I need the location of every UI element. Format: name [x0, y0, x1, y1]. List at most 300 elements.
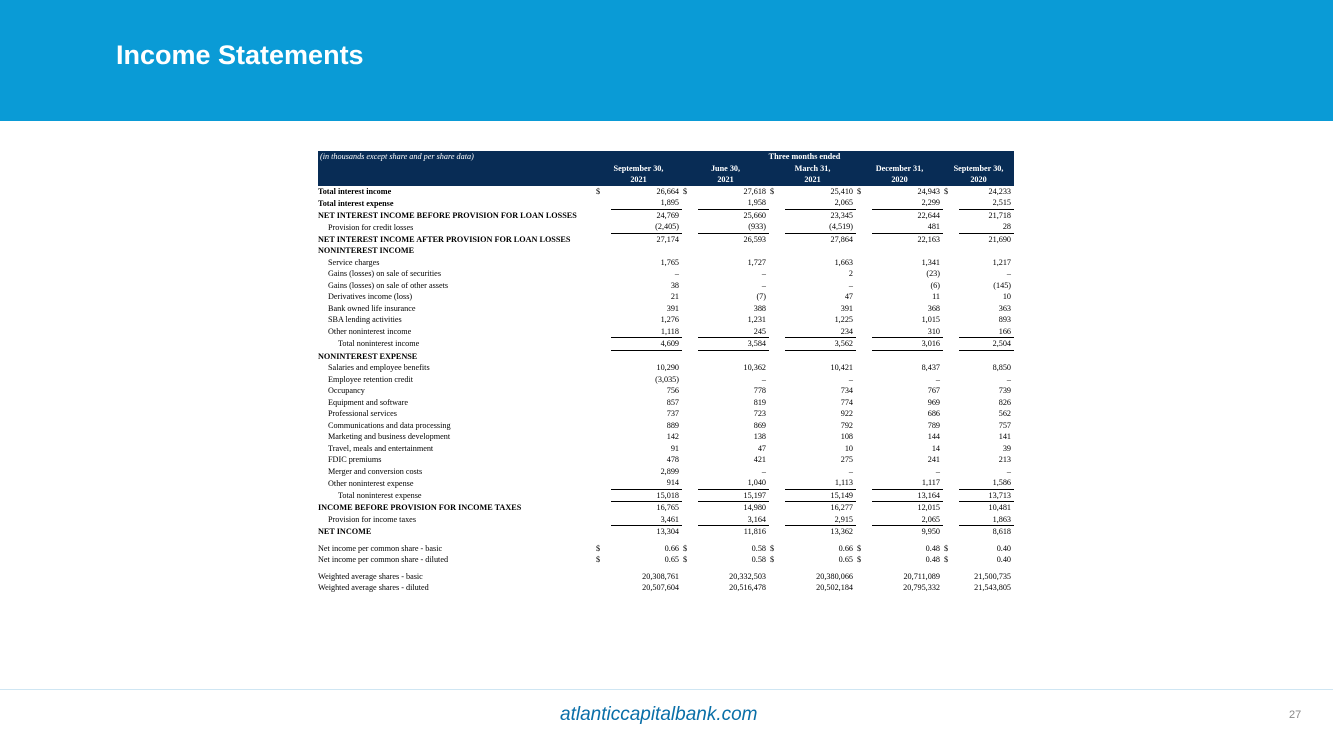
table-row: [318, 257, 1014, 269]
row-value: 1,863: [959, 514, 1014, 526]
currency-symbol: [595, 502, 611, 514]
currency-symbol: [943, 197, 959, 209]
currency-symbol: [856, 374, 872, 386]
row-value: 421: [753, 455, 766, 465]
row-value: 562: [998, 409, 1012, 419]
currency-symbol: [943, 477, 959, 489]
row-label: Weighted average shares - diluted: [318, 583, 429, 593]
currency-symbol: [682, 466, 698, 478]
row-value: (6): [930, 280, 940, 290]
table-row: [318, 233, 1014, 245]
row-label: Professional services: [328, 409, 397, 419]
row-value: 241: [927, 455, 940, 465]
row-value: 1,895: [611, 197, 682, 209]
table-row: [318, 502, 1014, 514]
currency-symbol: [943, 514, 959, 526]
currency-symbol: $: [683, 186, 688, 196]
table-row: [318, 374, 1014, 386]
row-value: 21,543,805: [974, 583, 1012, 593]
row-value: 969: [927, 397, 940, 407]
period-header-row: [318, 163, 1014, 175]
row-value: 310: [872, 326, 943, 338]
table-row: [318, 314, 1014, 326]
currency-symbol: [943, 268, 959, 280]
row-label: INCOME BEFORE PROVISION FOR INCOME TAXES: [318, 503, 522, 512]
row-value: 0.65: [664, 555, 679, 565]
row-value: 869: [753, 420, 766, 430]
row-value: 138: [753, 432, 766, 442]
row-label: Employee retention credit: [328, 374, 414, 384]
currency-symbol: [769, 385, 785, 397]
row-value: 26,593: [743, 234, 766, 244]
row-value: –: [761, 269, 766, 279]
currency-symbol: [682, 374, 698, 386]
currency-symbol: [595, 374, 611, 386]
row-label: Merger and conversion costs: [328, 466, 423, 476]
row-label: Total interest income: [318, 186, 392, 196]
row-value: 15,197: [698, 489, 769, 502]
currency-symbol: [769, 362, 785, 374]
row-value: 2: [848, 269, 853, 279]
row-value: 16,765: [656, 503, 679, 513]
row-value: 0.40: [996, 543, 1012, 553]
currency-symbol: [943, 257, 959, 269]
row-value: 1,113: [785, 477, 856, 489]
currency-symbol: [943, 443, 959, 455]
row-label: Communications and data processing: [328, 420, 451, 430]
table-row: [318, 466, 1014, 478]
currency-symbol: [856, 397, 872, 409]
table-row: [318, 477, 1014, 489]
row-value: 1,118: [611, 326, 682, 338]
currency-symbol: [682, 338, 698, 351]
currency-symbol: [856, 303, 872, 315]
row-value: 774: [840, 397, 853, 407]
row-value: [872, 350, 943, 362]
units-note: (in thousands except share and per share data): [318, 151, 595, 163]
row-value: 24,943: [917, 186, 940, 196]
row-value: –: [935, 374, 940, 384]
table-row: [318, 350, 1014, 362]
currency-symbol: [856, 362, 872, 374]
row-value: 20,507,604: [642, 583, 679, 593]
currency-symbol: [595, 268, 611, 280]
row-value: –: [848, 466, 853, 476]
row-value: 756: [666, 386, 679, 396]
row-value: 20,308,761: [642, 571, 679, 581]
currency-symbol: [856, 526, 872, 538]
currency-symbol: $: [596, 555, 601, 565]
currency-symbol: [943, 221, 959, 233]
currency-symbol: [595, 257, 611, 269]
row-value: 21,690: [988, 234, 1012, 244]
row-value: 2,504: [959, 338, 1014, 351]
currency-symbol: [769, 350, 785, 362]
row-value: 22,644: [917, 210, 940, 220]
currency-symbol: [682, 454, 698, 466]
currency-symbol: [682, 431, 698, 443]
row-value: 13,304: [656, 527, 679, 537]
currency-symbol: $: [683, 555, 688, 565]
row-label: Other noninterest income: [328, 327, 412, 336]
table-row: [318, 209, 1014, 221]
currency-symbol: [769, 338, 785, 351]
row-value: 166: [959, 326, 1014, 338]
currency-symbol: [856, 477, 872, 489]
currency-symbol: [943, 466, 959, 478]
currency-symbol: [943, 454, 959, 466]
row-value: 25,410: [830, 186, 853, 196]
currency-symbol: $: [596, 543, 601, 553]
row-value: 234: [785, 326, 856, 338]
row-label: Travel, meals and entertainment: [328, 443, 434, 453]
currency-symbol: [682, 443, 698, 455]
currency-symbol: [856, 385, 872, 397]
currency-symbol: $: [857, 543, 862, 553]
row-value: 10,362: [743, 363, 766, 373]
row-value: 11,816: [743, 527, 766, 537]
currency-symbol: [682, 408, 698, 420]
row-label: NONINTEREST INCOME: [318, 246, 415, 256]
row-value: 24,769: [656, 210, 679, 220]
table-row: [318, 326, 1014, 338]
currency-symbol: [682, 514, 698, 526]
currency-symbol: [769, 268, 785, 280]
currency-symbol: [682, 326, 698, 338]
currency-symbol: [595, 385, 611, 397]
row-value: [785, 245, 856, 257]
row-value: 1,765: [660, 257, 679, 267]
row-value: 1,341: [921, 257, 940, 267]
period-heading: March 31,: [769, 163, 856, 175]
currency-symbol: [769, 571, 785, 583]
currency-symbol: [682, 291, 698, 303]
currency-symbol: [595, 197, 611, 209]
currency-symbol: [856, 314, 872, 326]
currency-symbol: $: [770, 555, 775, 565]
currency-symbol: [595, 303, 611, 315]
income-statement-table: [318, 151, 1014, 594]
row-value: 14,980: [743, 503, 766, 513]
currency-symbol: [682, 362, 698, 374]
currency-symbol: [769, 280, 785, 292]
currency-symbol: [595, 571, 611, 583]
row-value: (3,035): [655, 374, 679, 384]
row-label: Derivatives income (loss): [328, 292, 413, 302]
row-value: 21,718: [988, 210, 1012, 220]
table-row: [318, 443, 1014, 455]
row-value: 737: [666, 409, 679, 419]
currency-symbol: [682, 477, 698, 489]
row-value: 8,850: [992, 363, 1012, 373]
currency-symbol: [682, 582, 698, 594]
currency-symbol: [769, 466, 785, 478]
currency-symbol: [769, 526, 785, 538]
row-value: 739: [998, 386, 1012, 396]
table-row: [318, 454, 1014, 466]
table-row: [318, 408, 1014, 420]
currency-symbol: [856, 268, 872, 280]
currency-symbol: [682, 245, 698, 257]
currency-symbol: [769, 291, 785, 303]
row-value: 20,502,184: [816, 583, 853, 593]
currency-symbol: [943, 385, 959, 397]
currency-symbol: [943, 526, 959, 538]
table-row: [318, 268, 1014, 280]
row-value: [611, 245, 682, 257]
currency-symbol: [769, 420, 785, 432]
currency-symbol: [595, 291, 611, 303]
row-label: NET INTEREST INCOME BEFORE PROVISION FOR LOAN LOSSES: [318, 210, 577, 220]
row-value: 0.48: [925, 543, 940, 553]
currency-symbol: [856, 408, 872, 420]
currency-symbol: [595, 431, 611, 443]
row-value: 889: [666, 420, 679, 430]
currency-symbol: [943, 245, 959, 257]
row-value: 22,163: [917, 234, 940, 244]
period-year-row: [318, 174, 1014, 186]
row-value: (23): [926, 269, 940, 279]
currency-symbol: [595, 582, 611, 594]
table-row: [318, 186, 1014, 198]
currency-symbol: [595, 221, 611, 233]
row-label: Provision for income taxes: [328, 515, 416, 524]
row-value: 388: [753, 303, 766, 313]
row-value: 21,500,735: [974, 571, 1012, 581]
period-year: 2021: [769, 174, 856, 186]
currency-symbol: [943, 502, 959, 514]
currency-symbol: [769, 514, 785, 526]
currency-symbol: [856, 582, 872, 594]
row-label: Net income per common share - basic: [318, 543, 443, 553]
currency-symbol: [943, 314, 959, 326]
row-value: [611, 350, 682, 362]
row-value: [959, 350, 1014, 362]
currency-symbol: [595, 209, 611, 221]
currency-symbol: [856, 221, 872, 233]
currency-symbol: [856, 443, 872, 455]
currency-symbol: [595, 420, 611, 432]
row-value: 3,164: [698, 514, 769, 526]
row-value: 0.58: [751, 543, 766, 553]
currency-symbol: [769, 303, 785, 315]
row-label: Total noninterest expense: [338, 490, 422, 500]
period-year: 2020: [856, 174, 943, 186]
currency-symbol: [943, 291, 959, 303]
row-value: 14: [931, 443, 940, 453]
row-value: 21: [670, 292, 679, 302]
row-value: 0.58: [751, 555, 766, 565]
page-number: 27: [1289, 709, 1302, 721]
row-value: 0.66: [664, 543, 679, 553]
currency-symbol: [769, 209, 785, 221]
row-value: 1,586: [959, 477, 1014, 489]
row-value: 2,065: [872, 514, 943, 526]
row-value: 28: [959, 221, 1014, 233]
row-value: [959, 245, 1014, 257]
currency-symbol: [943, 408, 959, 420]
currency-symbol: [943, 374, 959, 386]
row-value: 10,481: [988, 503, 1012, 513]
period-year: 2021: [682, 174, 769, 186]
row-value: 391: [840, 303, 853, 313]
row-value: 767: [927, 386, 940, 396]
currency-symbol: [769, 582, 785, 594]
currency-symbol: [856, 338, 872, 351]
row-value: 15,018: [611, 489, 682, 502]
currency-symbol: [682, 303, 698, 315]
currency-symbol: [769, 408, 785, 420]
row-label: Occupancy: [328, 386, 365, 396]
currency-symbol: [943, 209, 959, 221]
row-value: 3,016: [872, 338, 943, 351]
currency-symbol: [943, 397, 959, 409]
row-value: 0.65: [838, 555, 853, 565]
row-value: 1,231: [747, 315, 766, 325]
table-row: [318, 526, 1014, 538]
currency-symbol: [943, 350, 959, 362]
row-value: 47: [757, 443, 766, 453]
row-value: 141: [998, 432, 1012, 442]
row-value: 144: [927, 432, 940, 442]
row-label: NONINTEREST EXPENSE: [318, 351, 418, 361]
row-value: –: [848, 374, 853, 384]
currency-symbol: $: [944, 543, 949, 553]
row-value: 0.48: [925, 555, 940, 565]
header-banner: [0, 0, 1333, 121]
row-value: 723: [753, 409, 766, 419]
row-value: 13,164: [872, 489, 943, 502]
row-value: 91: [670, 443, 679, 453]
currency-symbol: [769, 374, 785, 386]
row-value: 27,864: [830, 234, 853, 244]
row-value: 481: [872, 221, 943, 233]
row-value: –: [848, 280, 853, 290]
currency-symbol: [856, 326, 872, 338]
table-row: [318, 280, 1014, 292]
currency-symbol: [769, 489, 785, 502]
table-row: [318, 543, 1014, 555]
currency-symbol: [943, 233, 959, 245]
row-value: 20,380,066: [816, 571, 853, 581]
row-value: 8,437: [921, 363, 940, 373]
currency-symbol: [595, 326, 611, 338]
row-value: 893: [998, 315, 1012, 325]
currency-symbol: [682, 314, 698, 326]
row-value: –: [1006, 466, 1012, 476]
currency-symbol: $: [857, 555, 862, 565]
currency-symbol: [595, 526, 611, 538]
table-row: [318, 571, 1014, 583]
row-value: 1,958: [698, 197, 769, 209]
currency-symbol: [595, 489, 611, 502]
row-value: 20,711,089: [903, 571, 940, 581]
row-value: 10: [1002, 292, 1012, 302]
currency-symbol: [595, 314, 611, 326]
row-value: –: [935, 466, 940, 476]
row-value: 1,276: [660, 315, 679, 325]
table-header-row: [318, 151, 1014, 163]
currency-symbol: [943, 420, 959, 432]
row-value: 12,015: [917, 503, 940, 513]
row-value: [872, 245, 943, 257]
currency-symbol: $: [857, 186, 862, 196]
row-value: 0.40: [996, 555, 1012, 565]
row-value: 27,618: [743, 186, 766, 196]
row-value: 914: [611, 477, 682, 489]
row-value: 11: [932, 292, 940, 302]
row-value: 20,795,332: [903, 583, 940, 593]
row-value: 478: [666, 455, 679, 465]
currency-symbol: [682, 268, 698, 280]
table-row: [318, 397, 1014, 409]
table-row: [318, 245, 1014, 257]
row-value: –: [1006, 374, 1012, 384]
row-label: Marketing and business development: [328, 432, 451, 442]
currency-symbol: [943, 582, 959, 594]
row-value: 2,515: [959, 197, 1014, 209]
row-value: 789: [927, 420, 940, 430]
currency-symbol: [682, 350, 698, 362]
table-row: [318, 338, 1014, 351]
period-heading: December 31,: [856, 163, 943, 175]
currency-symbol: [943, 431, 959, 443]
row-value: 13,362: [830, 527, 853, 537]
currency-symbol: [943, 326, 959, 338]
currency-symbol: [943, 362, 959, 374]
row-value: 10,421: [830, 363, 853, 373]
table-row: [318, 582, 1014, 594]
currency-symbol: [769, 221, 785, 233]
row-value: 142: [666, 432, 679, 442]
currency-symbol: [769, 245, 785, 257]
row-value: (145): [993, 280, 1012, 290]
currency-symbol: $: [944, 186, 949, 196]
row-value: [785, 350, 856, 362]
row-value: 1,040: [698, 477, 769, 489]
row-value: 245: [698, 326, 769, 338]
row-value: 0.66: [838, 543, 853, 553]
currency-symbol: [856, 350, 872, 362]
table-row: [318, 554, 1014, 566]
currency-symbol: [769, 233, 785, 245]
currency-symbol: [595, 338, 611, 351]
row-value: 2,299: [872, 197, 943, 209]
row-value: [698, 245, 769, 257]
period-group-label: Three months ended: [595, 151, 1014, 163]
currency-symbol: [856, 420, 872, 432]
currency-symbol: [856, 257, 872, 269]
row-value: 25,660: [743, 210, 766, 220]
currency-symbol: $: [944, 555, 949, 565]
currency-symbol: [856, 197, 872, 209]
row-value: 2,899: [660, 466, 679, 476]
row-value: (7): [756, 292, 766, 302]
row-label: Total noninterest income: [338, 339, 420, 349]
currency-symbol: [943, 489, 959, 502]
row-value: 826: [998, 397, 1012, 407]
row-label: Net income per common share - diluted: [318, 555, 449, 565]
table-row: [318, 291, 1014, 303]
row-label: Service charges: [328, 257, 380, 267]
currency-symbol: [595, 233, 611, 245]
row-value: –: [1006, 269, 1012, 279]
row-value: 363: [998, 303, 1012, 313]
row-value: 1,663: [834, 257, 853, 267]
period-year: 2020: [943, 174, 1014, 186]
row-value: 757: [998, 420, 1012, 430]
currency-symbol: [682, 385, 698, 397]
